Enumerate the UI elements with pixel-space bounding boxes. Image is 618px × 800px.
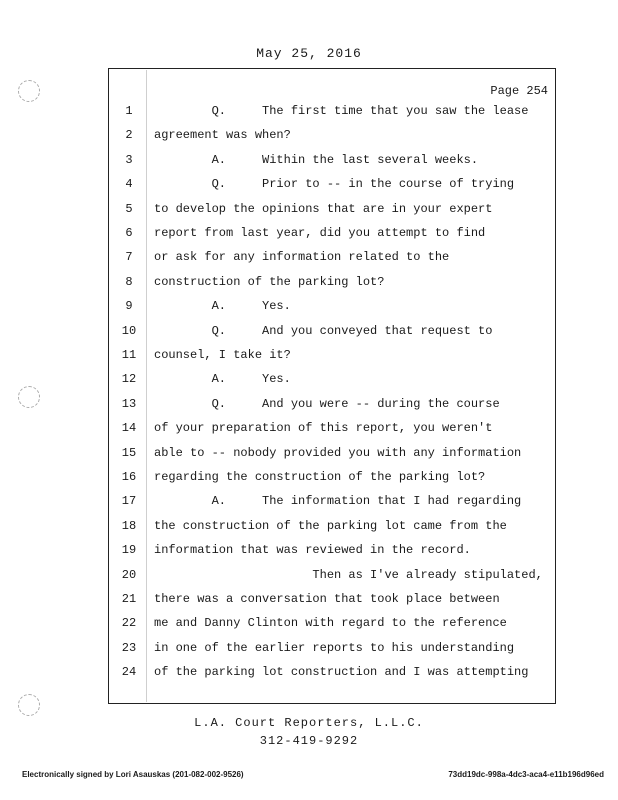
punch-hole-middle xyxy=(18,386,40,408)
transcript-line xyxy=(108,226,556,246)
line-number: 3 xyxy=(125,152,133,167)
transcript-line xyxy=(108,372,556,392)
transcript-line xyxy=(108,616,556,636)
line-number: 15 xyxy=(121,445,137,460)
line-number: 8 xyxy=(125,274,133,289)
transcript-line xyxy=(108,446,556,466)
line-text: Q. And you were -- during the course xyxy=(154,396,500,411)
line-text: there was a conversation that took place between xyxy=(154,592,500,606)
line-text: able to -- nobody provided you with any information xyxy=(154,445,522,460)
line-text: me and Danny Clinton with regard to the reference xyxy=(154,616,507,631)
line-text: of your preparation of this report, you weren't xyxy=(154,421,493,436)
line-number: 4 xyxy=(125,177,133,192)
transcript-line xyxy=(108,104,556,124)
punch-hole-top xyxy=(18,80,40,102)
line-text: agreement was when? xyxy=(154,128,291,143)
transcript-line xyxy=(108,494,556,514)
line-text: information that was reviewed in the record. xyxy=(154,543,471,558)
line-number: 6 xyxy=(125,226,133,240)
transcript-line xyxy=(108,250,556,270)
line-text: A. Within the last several weeks. xyxy=(154,152,479,167)
line-number: 24 xyxy=(121,665,137,680)
line-text: Q. Prior to -- in the course of trying xyxy=(154,177,515,192)
line-number: 2 xyxy=(125,128,133,143)
line-text: A. Yes. xyxy=(154,372,291,387)
line-text: Q. The first time that you saw the lease xyxy=(154,104,529,118)
line-number: 22 xyxy=(121,616,137,631)
line-number: 18 xyxy=(121,518,137,533)
line-number: 20 xyxy=(121,567,137,582)
line-text: report from last year, did you attempt to find xyxy=(154,226,486,240)
line-number: 14 xyxy=(121,421,137,436)
line-text: the construction of the parking lot came from the xyxy=(154,518,507,533)
transcript-line xyxy=(108,348,556,368)
line-number: 21 xyxy=(121,592,137,606)
line-number: 16 xyxy=(121,470,137,484)
transcript-line xyxy=(108,641,556,661)
transcript-line xyxy=(108,665,556,685)
line-text: A. Yes. xyxy=(154,299,291,314)
transcript-line xyxy=(108,177,556,197)
transcript-line xyxy=(108,421,556,441)
line-number: 13 xyxy=(121,396,137,411)
line-text: to develop the opinions that are in your expert xyxy=(154,201,493,216)
transcript-line xyxy=(108,275,556,295)
line-text: or ask for any information related to the xyxy=(154,250,450,265)
transcript-line xyxy=(108,519,556,539)
document-hash: 73dd19dc-998a-4dc3-aca4-e11b196d96ed xyxy=(448,770,604,779)
transcript-line xyxy=(108,470,556,490)
transcript-line xyxy=(108,397,556,417)
line-number: 1 xyxy=(125,104,133,118)
line-text: regarding the construction of the parking lot? xyxy=(154,470,486,484)
line-text: of the parking lot construction and I was attempting xyxy=(154,665,529,680)
line-number: 11 xyxy=(121,348,137,362)
line-number: 17 xyxy=(121,494,137,509)
transcript-line xyxy=(108,592,556,612)
line-number: 19 xyxy=(121,543,137,558)
line-text: in one of the earlier reports to his understanding xyxy=(154,640,515,655)
line-number: 23 xyxy=(121,640,137,655)
transcript-line xyxy=(108,202,556,222)
page-label: Page 254 xyxy=(490,84,548,98)
transcript-line xyxy=(108,568,556,588)
line-text: counsel, I take it? xyxy=(154,348,291,362)
transcript-line xyxy=(108,543,556,563)
line-number: 12 xyxy=(121,372,137,387)
header-date: May 25, 2016 xyxy=(256,46,362,61)
transcript-line xyxy=(108,128,556,148)
transcript-line xyxy=(108,299,556,319)
line-number: 9 xyxy=(125,299,133,314)
line-text: Then as I've already stipulated, xyxy=(154,567,543,582)
transcript-line xyxy=(108,153,556,173)
line-text: Q. And you conveyed that request to xyxy=(154,323,493,338)
transcript-line xyxy=(108,324,556,344)
line-text: A. The information that I had regarding xyxy=(154,494,522,509)
line-number: 5 xyxy=(125,201,133,216)
line-number: 10 xyxy=(121,323,137,338)
punch-hole-bottom xyxy=(18,694,40,716)
footer-phone: 312-419-9292 xyxy=(259,734,359,748)
line-number: 7 xyxy=(125,250,133,265)
footer-company: L.A. Court Reporters, L.L.C. xyxy=(194,716,424,730)
line-text: construction of the parking lot? xyxy=(154,274,385,289)
signature-text: Electronically signed by Lori Asauskas (201-082-002-9526) xyxy=(22,770,244,779)
